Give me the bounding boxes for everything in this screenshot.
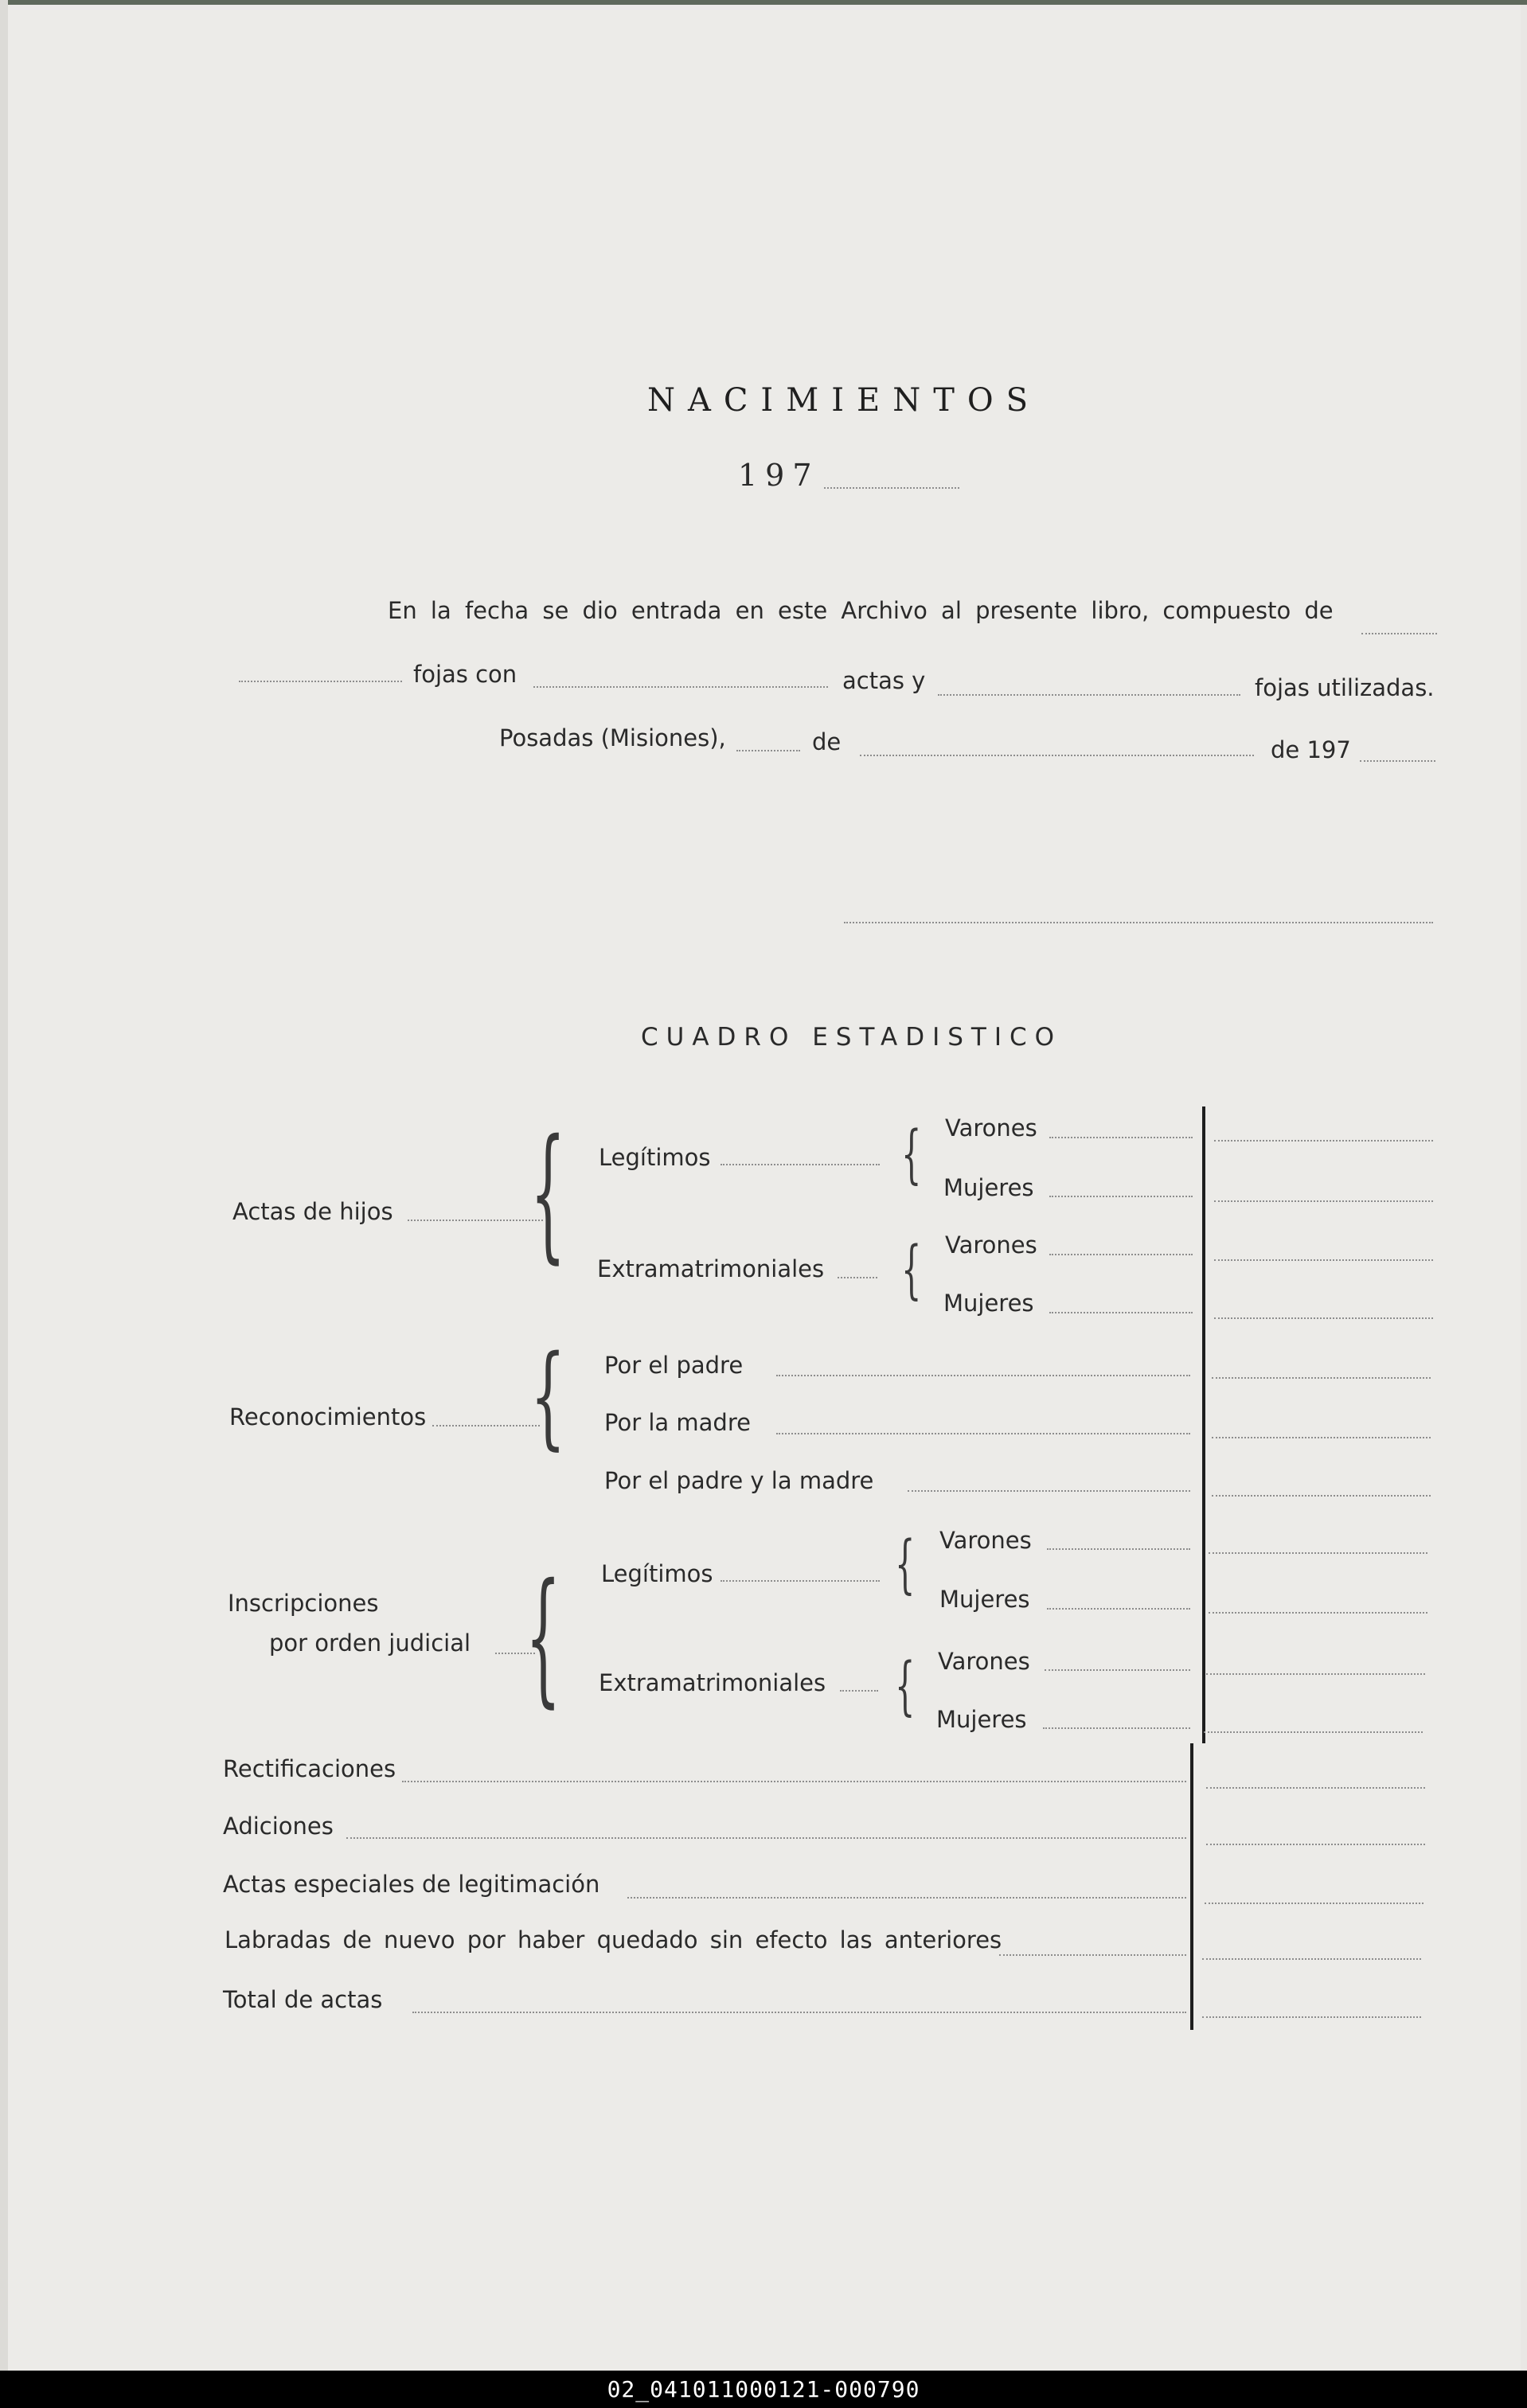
page-left-edge [0,0,8,2371]
varones-label: Varones [939,1527,1032,1554]
year-blank[interactable] [824,487,959,489]
mujeres-leader [1049,1312,1193,1313]
intro-line1: En la fecha se dio entrada en este Archivo al presente libro, compuesto de [388,597,1334,624]
actas-y-label: actas y [842,667,926,694]
orden-judicial-label: por orden judicial [269,1629,471,1657]
actas-hijos-label: Actas de hijos [232,1198,393,1225]
page-title: NACIMIENTOS [646,382,1041,419]
fojas-con-label: fojas con [413,661,517,688]
de-197-label: de 197 [1271,736,1351,763]
legitimos-leader [721,1580,880,1582]
mujeres-leader [1047,1608,1190,1610]
year-prefix: 197 [738,458,820,493]
mujeres-leader [1043,1727,1190,1729]
rectificaciones-leader [402,1781,1186,1782]
actas-especiales-value-blank[interactable] [1205,1903,1424,1904]
year-end-blank[interactable] [1360,760,1435,762]
total-actas-value-blank[interactable] [1202,2016,1421,2018]
por-ambos-leader [908,1490,1190,1492]
mujeres-value-blank[interactable] [1209,1612,1427,1614]
totals-column-rule [1190,1743,1193,2030]
legitimos-leader [721,1164,880,1165]
varones-leader [1049,1137,1193,1138]
mujeres-value-blank[interactable] [1214,1200,1433,1202]
mujeres-value-blank[interactable] [1204,1731,1423,1733]
stats-title: CUADRO ESTADISTICO [641,1023,1063,1052]
por-ambos-label: Por el padre y la madre [604,1467,874,1494]
por-madre-label: Por la madre [604,1409,751,1436]
scan-id-footer: 02_041011000121-000790 [0,2371,1527,2408]
por-madre-value-blank[interactable] [1212,1437,1431,1438]
actas-especiales-label: Actas especiales de legitimación [223,1871,600,1898]
actas-especiales-leader [627,1897,1186,1899]
labradas-value-blank[interactable] [1202,1958,1421,1960]
fojas-total-blank[interactable] [1361,633,1437,634]
total-actas-leader [412,2012,1186,2013]
legitimos-label: Legítimos [601,1560,713,1587]
de-label: de [812,728,842,755]
extramatrimoniales-label: Extramatrimoniales [597,1255,825,1282]
varones-leader [1049,1254,1193,1255]
counts-column-rule [1202,1106,1205,1743]
labradas-leader [999,1954,1186,1956]
mujeres-label: Mujeres [943,1290,1034,1317]
por-padre-label: Por el padre [604,1352,744,1379]
mujeres-label: Mujeres [939,1586,1030,1613]
actas-hijos-leader [408,1220,543,1221]
mujeres-label: Mujeres [936,1706,1027,1733]
por-padre-leader [776,1375,1190,1376]
por-padre-value-blank[interactable] [1212,1377,1431,1379]
extramatrimoniales-label: Extramatrimoniales [599,1669,826,1696]
signature-blank[interactable] [844,922,1433,923]
por-madre-leader [776,1433,1190,1434]
por-ambos-value-blank[interactable] [1212,1495,1431,1497]
extramatrimoniales-leader [840,1690,878,1692]
mujeres-value-blank[interactable] [1214,1317,1433,1319]
legitimos-label: Legítimos [599,1144,711,1171]
brace-actas-hijos: { [530,1108,566,1278]
labradas-label: Labradas de nuevo por haber quedado sin efecto las anteriores [225,1926,1002,1953]
inscripciones-label: Inscripciones [228,1590,379,1617]
varones-value-blank[interactable] [1206,1673,1425,1675]
adiciones-value-blank[interactable] [1206,1844,1425,1845]
reconocimientos-leader [432,1425,540,1426]
brace-leg-actas: { [901,1118,922,1192]
adiciones-leader [346,1837,1186,1839]
reconocimientos-label: Reconocimientos [229,1403,427,1430]
page-top-edge [0,0,1527,5]
mujeres-leader [1049,1196,1193,1197]
varones-value-blank[interactable] [1214,1259,1433,1261]
brace-inscripciones: { [525,1552,561,1723]
brace-extra-actas: { [901,1234,922,1307]
fojas-utilizadas-label: fojas utilizadas. [1255,674,1435,701]
varones-value-blank[interactable] [1214,1140,1433,1142]
day-blank[interactable] [736,750,800,751]
place-label: Posadas (Misiones), [499,724,726,751]
rectificaciones-label: Rectificaciones [223,1755,396,1782]
adiciones-label: Adiciones [223,1813,334,1840]
fojas-used-blank[interactable] [938,694,1240,696]
varones-value-blank[interactable] [1209,1552,1427,1554]
mujeres-label: Mujeres [943,1174,1034,1201]
brace-extra-insc: { [895,1650,916,1723]
month-blank[interactable] [860,755,1254,756]
fojas-count-blank[interactable] [239,681,402,682]
actas-count-blank[interactable] [533,686,828,688]
total-actas-label: Total de actas [223,1986,383,2013]
varones-label: Varones [938,1648,1030,1675]
orden-judicial-leader [495,1653,535,1654]
brace-leg-insc: { [895,1528,916,1602]
varones-label: Varones [945,1114,1037,1142]
varones-leader [1045,1669,1190,1671]
brace-reconocimientos: { [530,1331,566,1462]
rectificaciones-value-blank[interactable] [1206,1787,1425,1789]
extramatrimoniales-leader [838,1277,877,1278]
varones-leader [1047,1548,1190,1550]
varones-label: Varones [945,1231,1037,1259]
